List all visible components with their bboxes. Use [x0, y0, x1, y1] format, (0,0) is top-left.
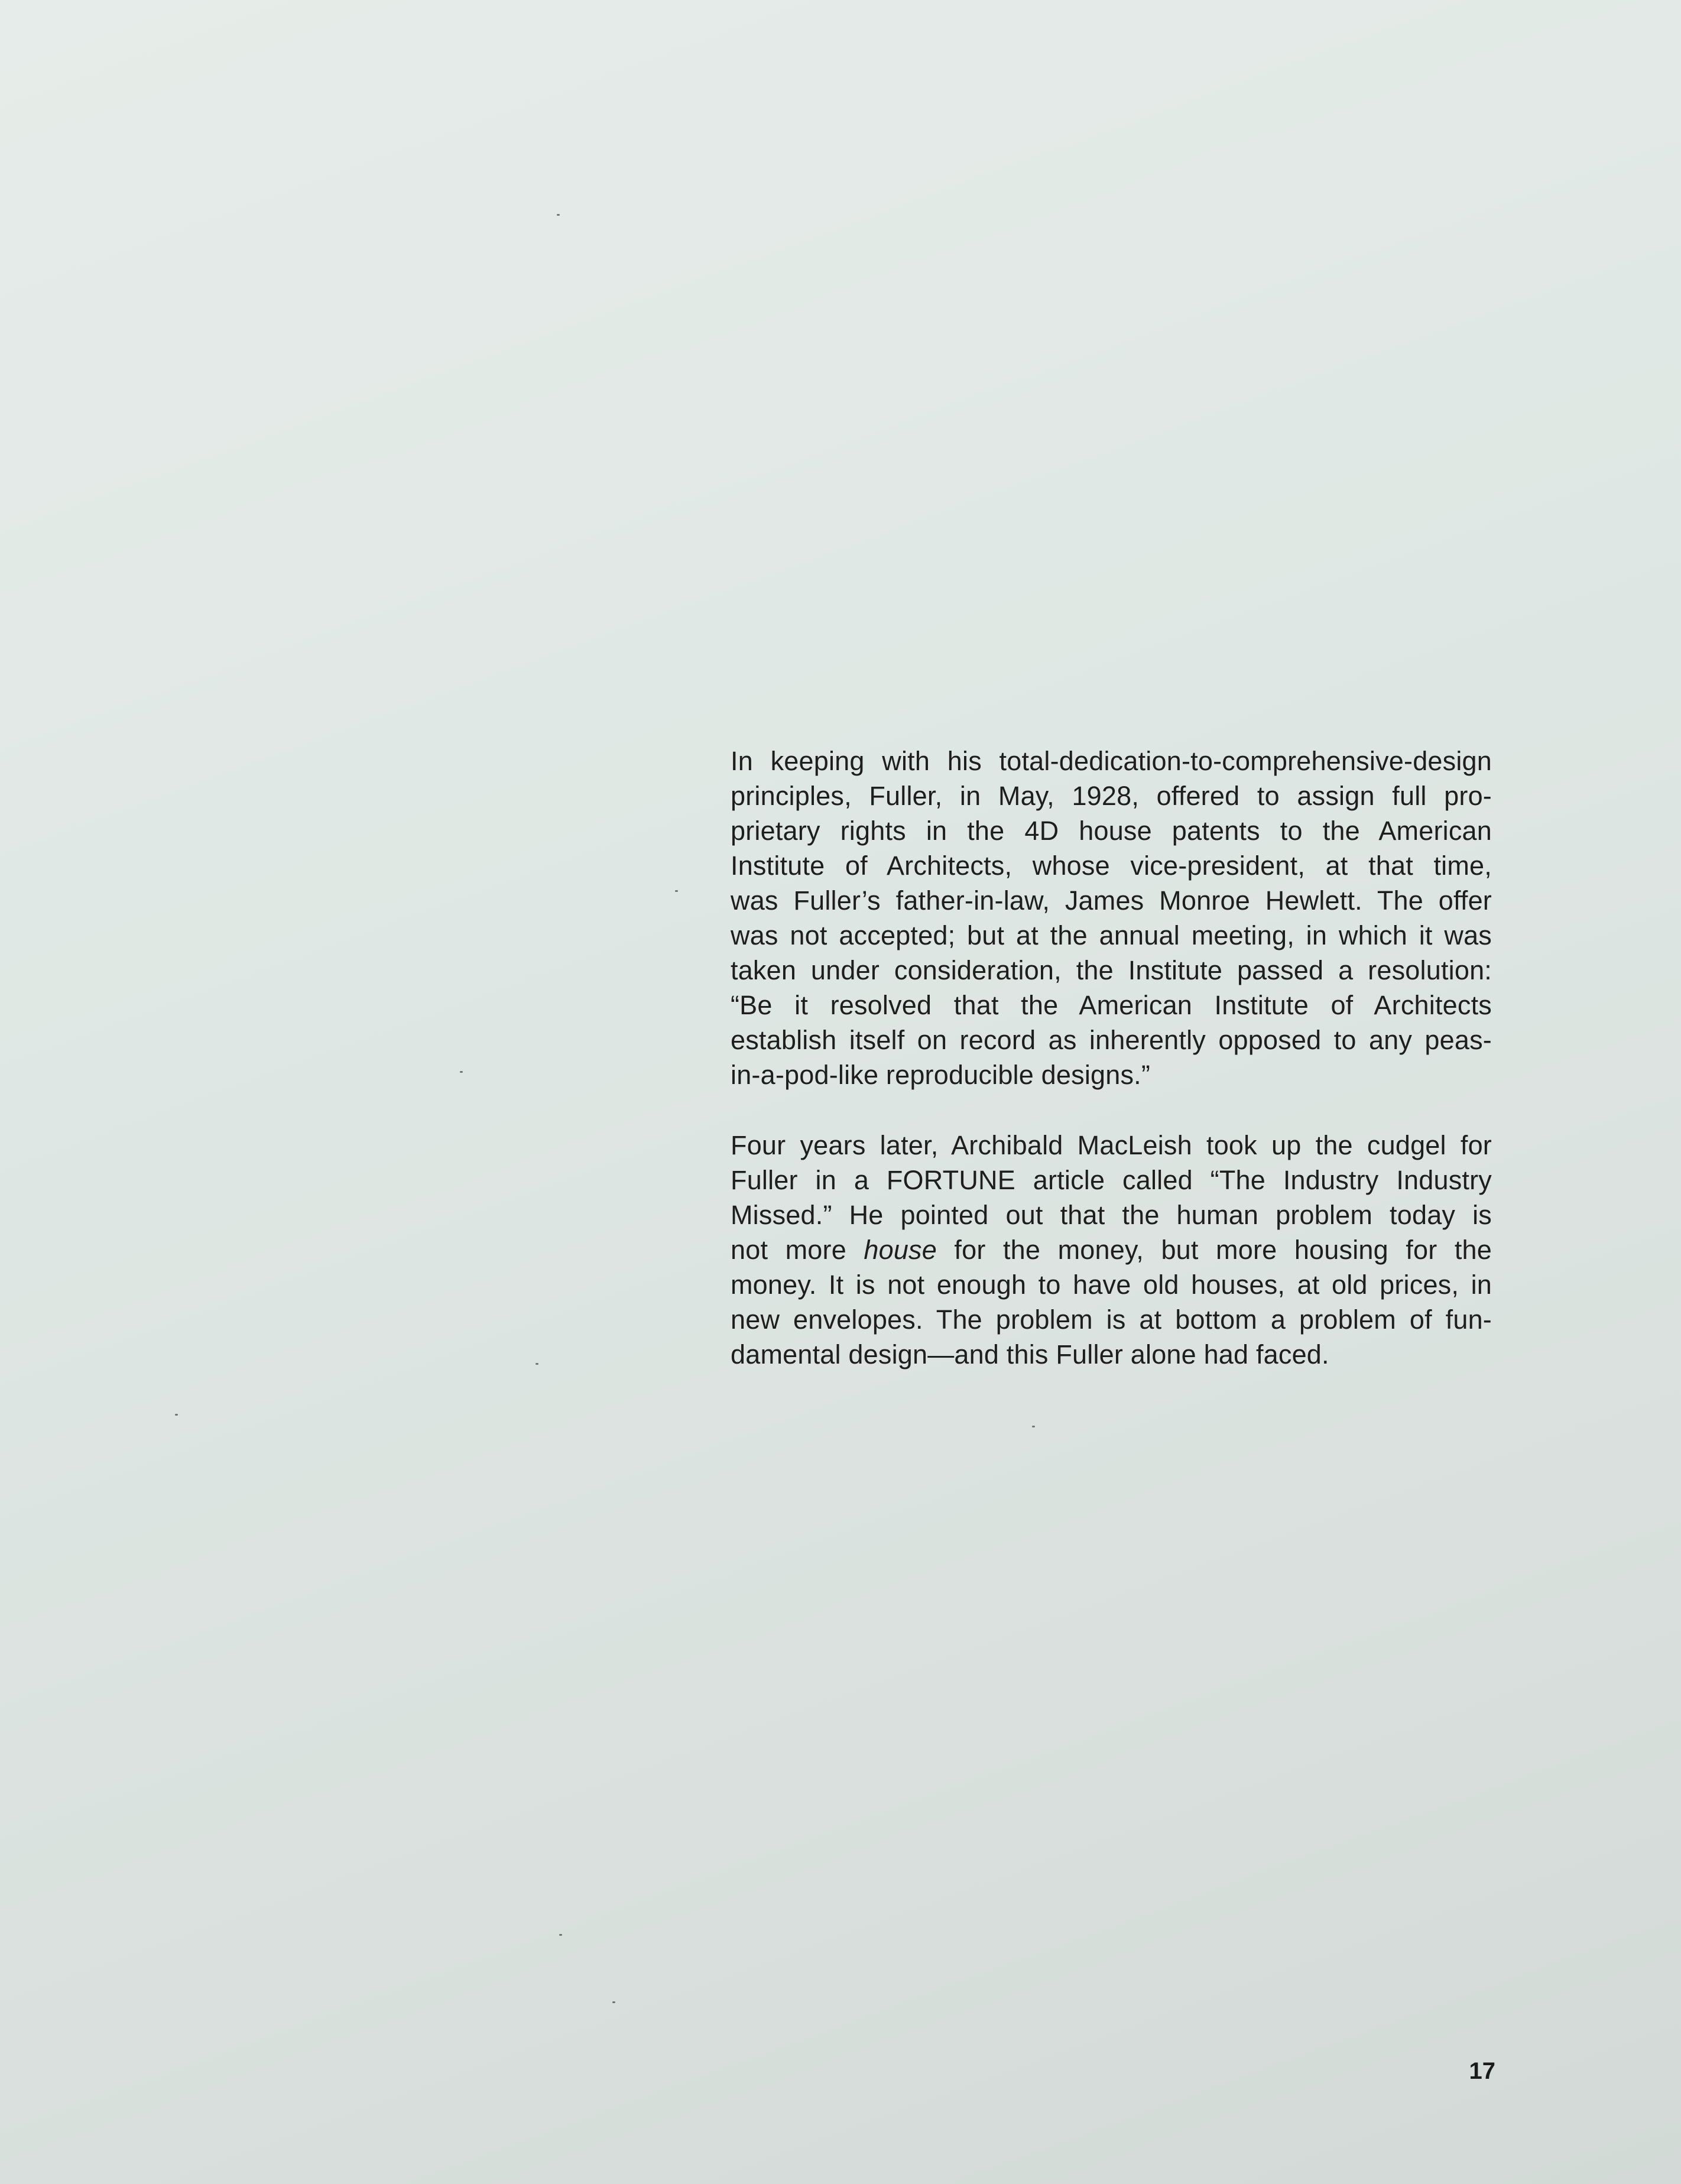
- emphasized-word: house: [864, 1235, 937, 1265]
- paragraph-1: [731, 744, 1492, 1092]
- page-number: 17: [1469, 2058, 1495, 2084]
- text-line: new envelopes. The problem is at bottom a problem of fun-: [731, 1304, 1492, 1335]
- scan-speck: [559, 1934, 562, 1936]
- text-line: Four years later, Archibald MacLeish took up the cudgel for: [731, 1130, 1492, 1160]
- paragraph-spacer: [731, 1092, 1492, 1128]
- text-line: In keeping with his total-dedication-to-comprehensive-design: [731, 746, 1492, 776]
- text-line: was Fuller’s father-in-law, James Monroe Hewlett. The offer: [731, 885, 1492, 916]
- text-line: taken under consideration, the Institute passed a resolution:: [731, 955, 1492, 985]
- scan-speck: [1032, 1426, 1035, 1427]
- scan-speck: [612, 2001, 615, 2003]
- text-line: Institute of Architects, whose vice-president, at that time,: [731, 851, 1492, 881]
- scan-speck: [675, 890, 678, 892]
- scan-speck: [557, 214, 560, 216]
- text-line: in-a-pod-like reproducible designs.”: [731, 1060, 1151, 1090]
- text-line: Missed.” He pointed out that the human problem today is: [731, 1200, 1492, 1230]
- body-text: [731, 744, 1492, 1372]
- text-line: prietary rights in the 4D house patents to the American: [731, 816, 1492, 846]
- text-segment: for the money, but more housing for the: [936, 1235, 1492, 1265]
- text-line: money. It is not enough to have old houses, at old prices, in: [731, 1270, 1492, 1300]
- text-line: “Be it resolved that the American Institute of Architects: [731, 990, 1492, 1020]
- text-segment: not more: [731, 1235, 864, 1265]
- scan-speck: [536, 1363, 538, 1365]
- scan-speck: [175, 1414, 178, 1416]
- scan-speck: [460, 1071, 463, 1073]
- text-line: principles, Fuller, in May, 1928, offered to assign full pro-: [731, 781, 1492, 811]
- text-line-with-emphasis: [731, 1232, 1492, 1267]
- text-line: damental design—and this Fuller alone had faced.: [731, 1339, 1329, 1370]
- text-line: was not accepted; but at the annual meeting, in which it was: [731, 920, 1492, 950]
- text-line: Fuller in a FORTUNE article called “The Industry Industry: [731, 1165, 1492, 1195]
- text-line: establish itself on record as inherently opposed to any peas-: [731, 1025, 1492, 1055]
- paragraph-2: [731, 1128, 1492, 1372]
